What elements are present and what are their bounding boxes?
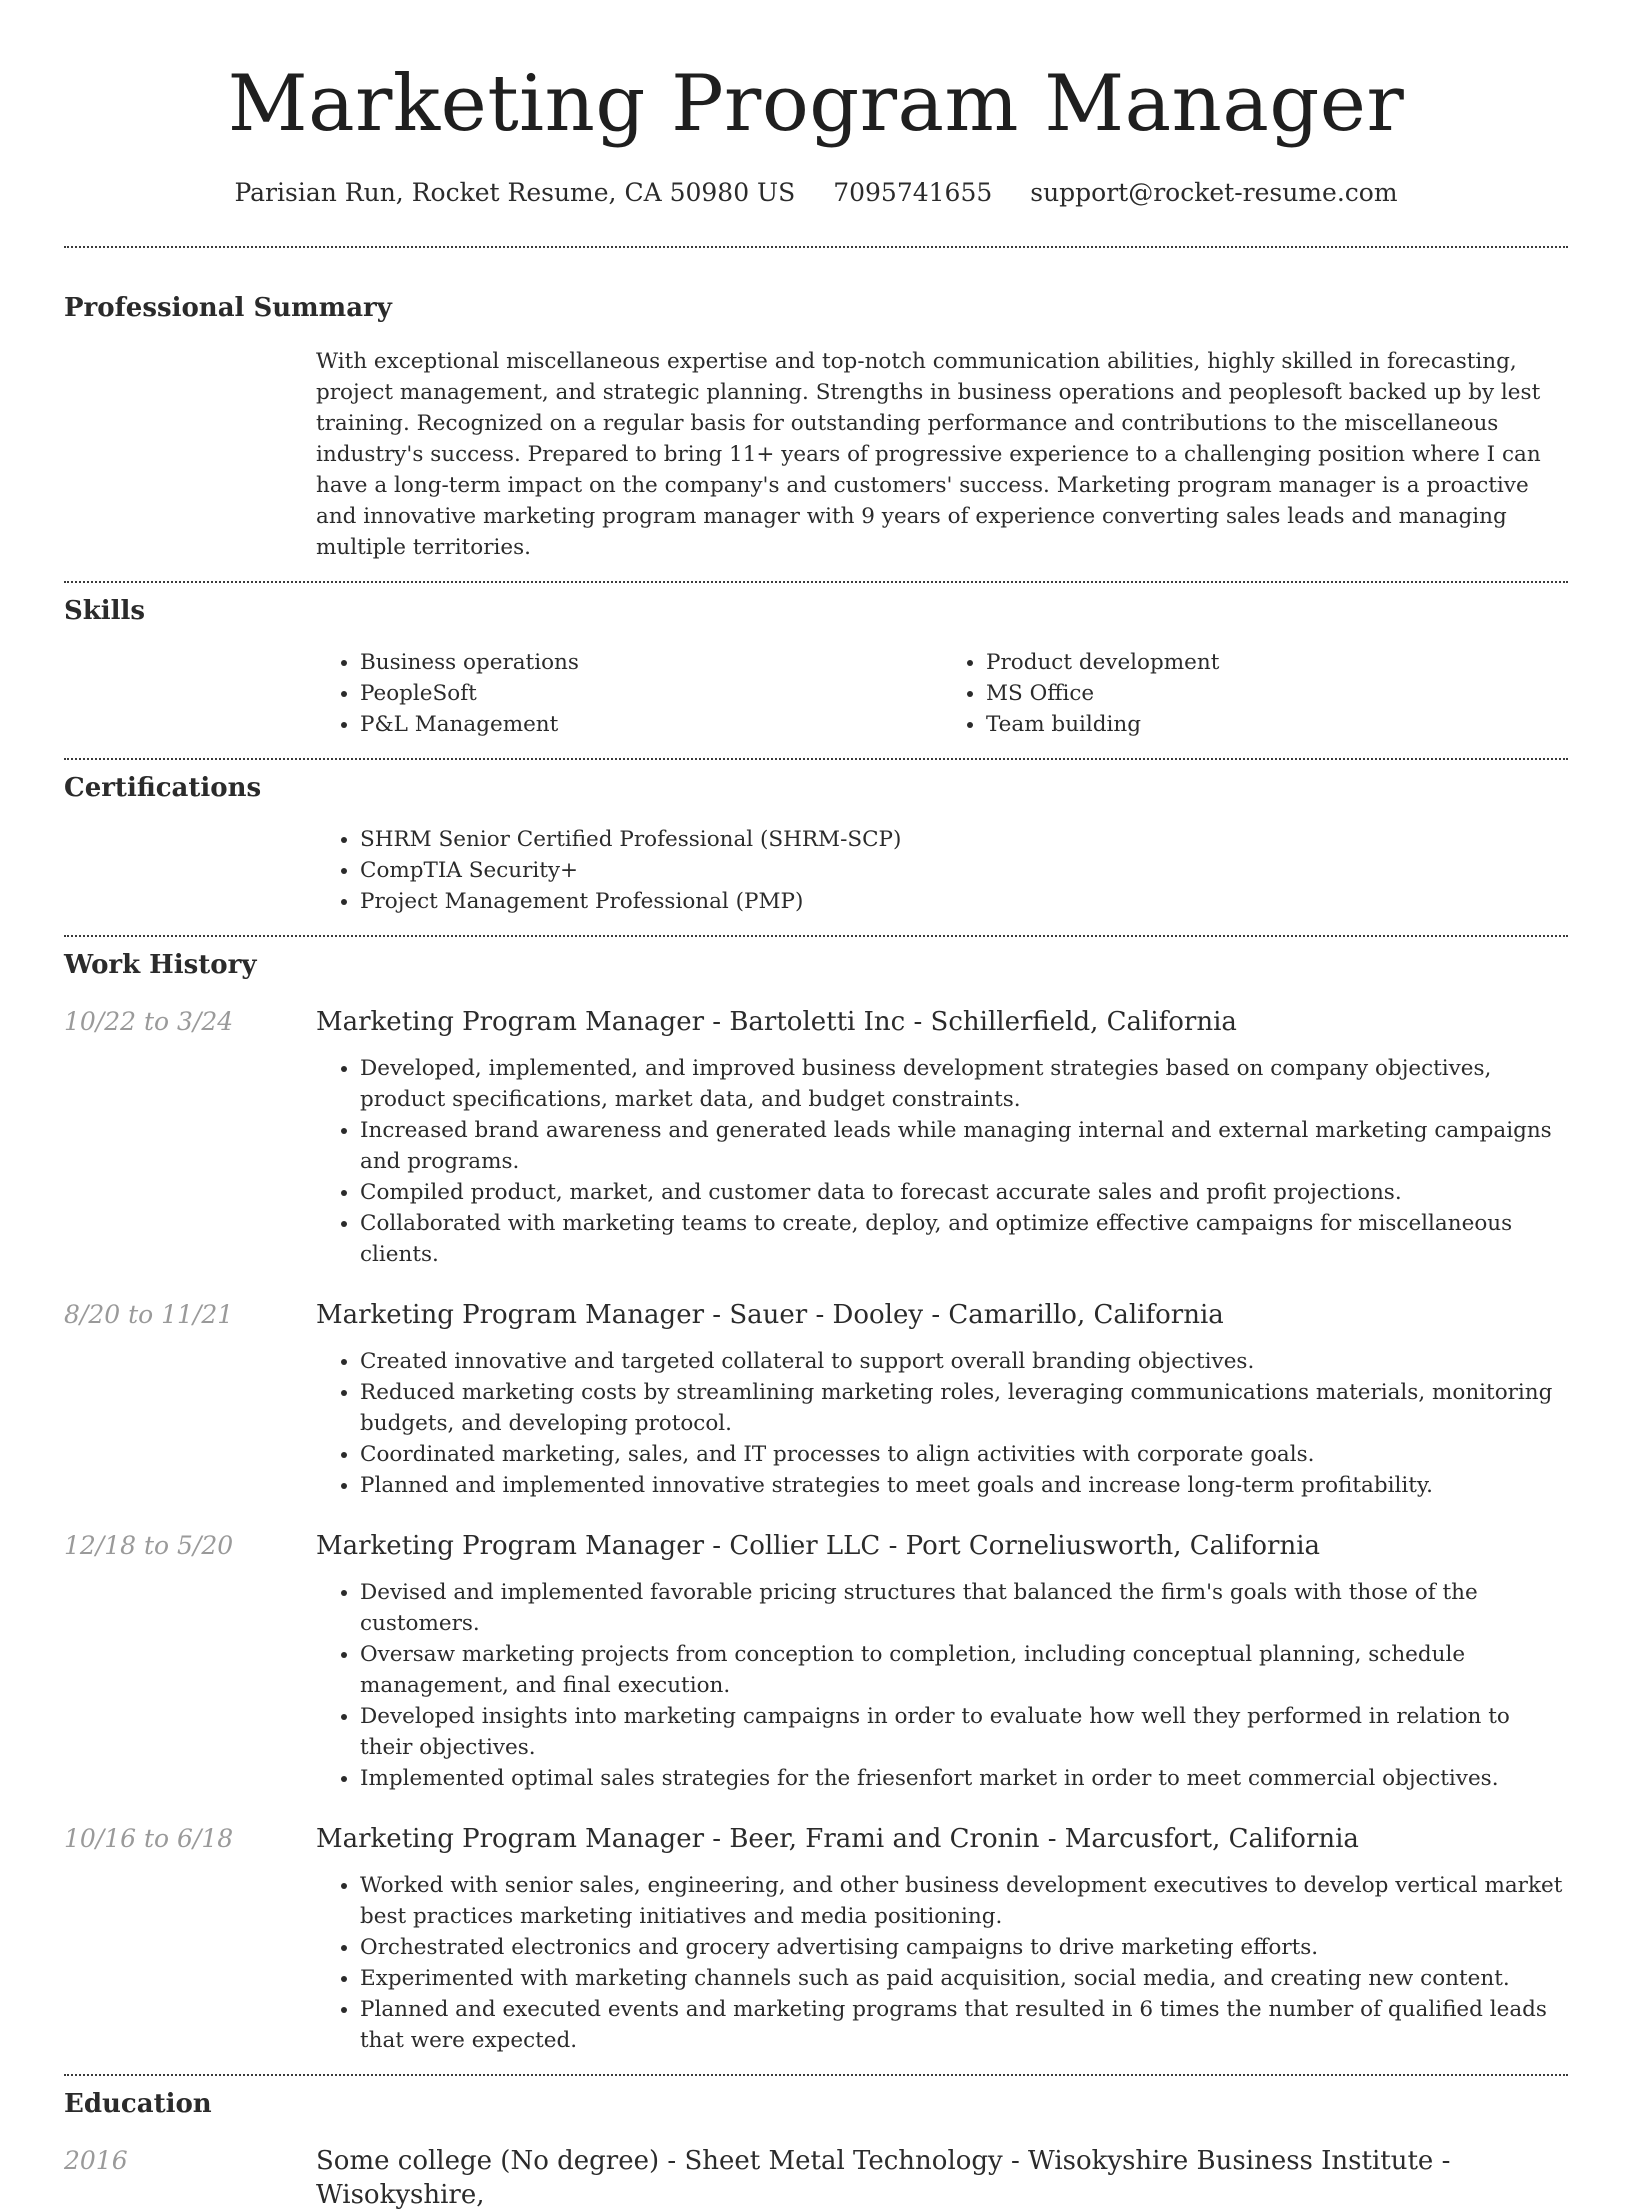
skill-item: • PeopleSoft [360, 678, 942, 709]
job-dates: 8/20 to 11/21 [64, 1300, 234, 1329]
job-bullets [316, 1577, 1568, 1794]
job-entry [64, 1822, 1568, 2056]
job-bullet: • Planned and implemented innovative strategies to meet goals and increase long-term profitability. [360, 1470, 1568, 1501]
contact-phone: 7095741655 [833, 178, 993, 207]
job-bullets [316, 1053, 1568, 1270]
skill-item: • Team building [986, 709, 1568, 740]
certifications-list [316, 824, 1568, 917]
skill-item: • MS Office [986, 678, 1568, 709]
certification-item: • SHRM Senior Certified Professional (SHRM-SCP) [360, 824, 1568, 855]
job-bullet: • Orchestrated electronics and grocery advertising campaigns to drive marketing efforts. [360, 1932, 1568, 1963]
job-bullet-list [316, 1346, 1568, 1501]
section-title-skills: Skills [64, 596, 146, 626]
section-title-summary: Professional Summary [64, 293, 392, 323]
job-bullet-list [316, 1577, 1568, 1794]
education-year: 2016 [64, 2146, 128, 2175]
summary-text: With exceptional miscellaneous expertise and top-notch communication abilities, highly skilled in forecasting, project management, and strategic planning. Strengths in business operations and peoplesoft backed up by lest training. Recognized on a regular basis for outstanding performance and contributions to the miscellaneous industry's success. Prepared to bring 11+ years of progressive experience to a challenging position where I can have a long-term impact on the company's and customers' success. Marketing program manager is a proactive and innovative marketing program manager with 9 years of experience converting sales leads and managing multiple territories. [316, 349, 1541, 560]
education-title: Some college (No degree) - Sheet Metal Technology - Wisokyshire Business Institute - Wisokyshire, [316, 2146, 1451, 2210]
job-header [64, 1005, 1568, 1039]
job-header [64, 1822, 1568, 1856]
job-title: Marketing Program Manager - Sauer - Dooley - Camarillo, California [316, 1300, 1224, 1330]
certification-item: • Project Management Professional (PMP) [360, 886, 1568, 917]
job-entry [64, 1298, 1568, 1501]
contact-email: support@rocket-resume.com [1030, 178, 1398, 207]
job-bullet: • Collaborated with marketing teams to create, deploy, and optimize effective campaigns for miscellaneous clients. [360, 1208, 1568, 1270]
job-dates: 12/18 to 5/20 [64, 1531, 234, 1560]
job-bullet: • Developed insights into marketing campaigns in order to evaluate how well they performed in relation to their objectives. [360, 1701, 1568, 1763]
job-bullet: • Increased brand awareness and generated leads while managing internal and external marketing campaigns and programs. [360, 1115, 1568, 1177]
job-bullet: • Reduced marketing costs by streamlining marketing roles, leveraging communications materials, monitoring budgets, and developing protocol. [360, 1377, 1568, 1439]
education-header [64, 2144, 1568, 2212]
summary-content [316, 346, 1568, 563]
job-bullet: • Compiled product, market, and customer data to forecast accurate sales and profit projections. [360, 1177, 1568, 1208]
section-title-work-history: Work History [64, 950, 257, 980]
job-bullet: • Developed, implemented, and improved business development strategies based on company objectives, product specifications, market data, and budget constraints. [360, 1053, 1568, 1115]
divider [64, 935, 1568, 937]
resume-name: Marketing Program Manager [227, 59, 1405, 149]
skills-list-left [316, 647, 942, 740]
divider [64, 581, 1568, 583]
divider [64, 246, 1568, 248]
certifications-content [316, 824, 1568, 917]
job-bullets [316, 1346, 1568, 1501]
education-entry [64, 2144, 1568, 2212]
skills-list-right [942, 647, 1568, 740]
job-bullet: • Coordinated marketing, sales, and IT processes to align activities with corporate goals. [360, 1439, 1568, 1470]
job-title: Marketing Program Manager - Beer, Frami and Cronin - Marcusfort, California [316, 1824, 1359, 1854]
job-bullets [316, 1870, 1568, 2056]
job-bullet: • Implemented optimal sales strategies for the friesenfort market in order to meet commercial objectives. [360, 1763, 1568, 1794]
job-bullet: • Worked with senior sales, engineering, and other business development executives to develop vertical market best practices marketing initiatives and media positioning. [360, 1870, 1568, 1932]
job-bullet: • Oversaw marketing projects from conception to completion, including conceptual planning, schedule management, and final execution. [360, 1639, 1568, 1701]
job-entry [64, 1005, 1568, 1270]
job-title: Marketing Program Manager - Bartoletti Inc - Schillerfield, California [316, 1007, 1237, 1037]
job-bullet: • Experimented with marketing channels such as paid acquisition, social media, and creating new content. [360, 1963, 1568, 1994]
job-dates: 10/16 to 6/18 [64, 1824, 234, 1853]
job-header [64, 1298, 1568, 1332]
skills-grid [316, 647, 1568, 740]
job-bullet: • Planned and executed events and marketing programs that resulted in 6 times the number of qualified leads that were expected. [360, 1994, 1568, 2056]
job-bullet-list [316, 1053, 1568, 1270]
skills-content [316, 647, 1568, 740]
skill-item: • P&L Management [360, 709, 942, 740]
job-bullet: • Devised and implemented favorable pricing structures that balanced the firm's goals with those of the customers. [360, 1577, 1568, 1639]
contact-address: Parisian Run, Rocket Resume, CA 50980 US [234, 178, 796, 207]
job-bullet-list [316, 1870, 1568, 2056]
job-bullet: • Created innovative and targeted collateral to support overall branding objectives. [360, 1346, 1568, 1377]
job-dates: 10/22 to 3/24 [64, 1007, 234, 1036]
divider [64, 758, 1568, 760]
job-header [64, 1529, 1568, 1563]
job-title: Marketing Program Manager - Collier LLC - Port Corneliusworth, California [316, 1531, 1321, 1561]
job-entry [64, 1529, 1568, 1794]
contact-line [64, 176, 1568, 210]
section-title-education: Education [64, 2089, 212, 2119]
skill-item: • Business operations [360, 647, 942, 678]
section-title-certifications: Certifications [64, 773, 262, 803]
skill-item: • Product development [986, 647, 1568, 678]
certification-item: • CompTIA Security+ [360, 855, 1568, 886]
divider [64, 2074, 1568, 2076]
